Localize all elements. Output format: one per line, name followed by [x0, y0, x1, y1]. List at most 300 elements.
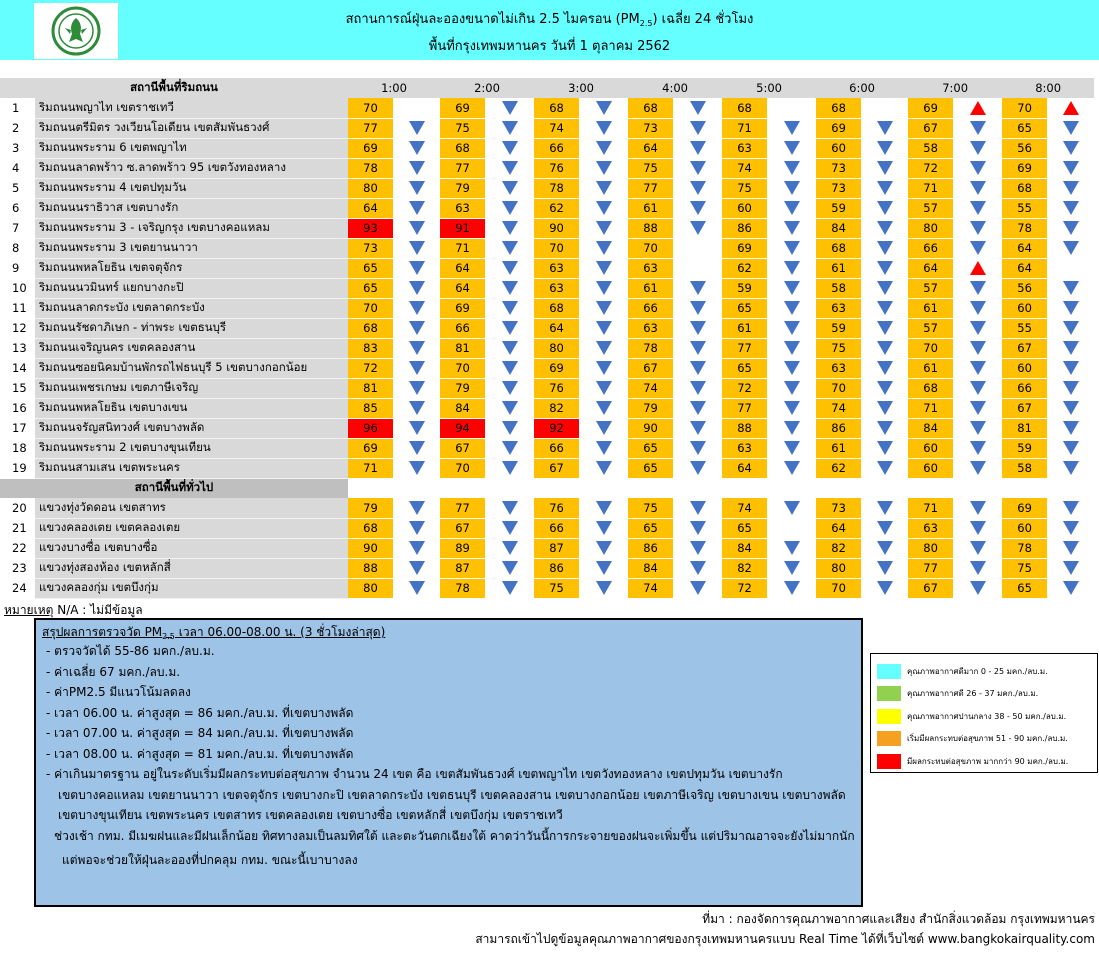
trend-cell	[861, 458, 908, 478]
trend-down-icon	[970, 361, 986, 375]
trend-down-icon	[784, 181, 800, 195]
trend-cell	[485, 418, 534, 438]
pm25-value: 75	[816, 338, 861, 358]
trend-down-icon	[502, 201, 518, 215]
trend-down-icon	[409, 541, 425, 555]
legend-swatch	[877, 664, 901, 679]
trend-down-icon	[409, 501, 425, 515]
trend-cell	[1047, 158, 1094, 178]
pm25-value: 87	[440, 558, 485, 578]
time-header: 8:00	[1002, 78, 1094, 98]
pm25-value: 79	[440, 378, 485, 398]
pm25-value: 61	[816, 438, 861, 458]
pm25-value: 90	[628, 418, 673, 438]
pm25-value: 76	[534, 378, 579, 398]
trend-down-icon	[690, 521, 706, 535]
trend-cell	[861, 118, 908, 138]
trend-cell	[579, 418, 628, 438]
trend-down-icon	[877, 281, 893, 295]
station-row	[0, 238, 1094, 258]
pm25-value: 81	[440, 338, 485, 358]
trend-cell	[953, 298, 1002, 318]
trend-down-icon	[596, 261, 612, 275]
trend-down-icon	[596, 341, 612, 355]
trend-down-icon	[596, 301, 612, 315]
pm25-value: 66	[628, 298, 673, 318]
trend-down-icon	[690, 361, 706, 375]
trend-cell	[861, 278, 908, 298]
station-name: ริมถนนรัชดาภิเษก - ท่าพระ เขตธนบุรี	[35, 318, 348, 338]
station-row	[0, 138, 1094, 158]
pm25-value: 70	[908, 338, 953, 358]
station-row	[0, 378, 1094, 398]
pm25-value: 57	[908, 318, 953, 338]
pm25-value: 78	[628, 338, 673, 358]
trend-down-icon	[970, 321, 986, 335]
station-row	[0, 178, 1094, 198]
trend-down-icon	[596, 101, 612, 115]
trend-cell	[673, 538, 722, 558]
trend-cell	[673, 458, 722, 478]
pm25-value: 67	[534, 458, 579, 478]
pm25-value: 84	[440, 398, 485, 418]
trend-cell	[1047, 558, 1094, 578]
trend-cell	[1047, 238, 1094, 258]
trend-down-icon	[784, 121, 800, 135]
section-header-row	[0, 478, 1094, 498]
pm25-value: 57	[908, 278, 953, 298]
trend-down-icon	[970, 241, 986, 255]
station-name: แขวงทุ่งสองห้อง เขตหลักสี่	[35, 558, 348, 578]
pm25-value: 64	[440, 278, 485, 298]
pm25-value: 69	[348, 138, 393, 158]
pm25-value: 69	[908, 98, 953, 118]
color-legend	[870, 653, 1098, 773]
trend-cell	[767, 458, 816, 478]
trend-cell	[1047, 358, 1094, 378]
station-number: 15	[12, 381, 27, 395]
legend-label: เริ่มมีผลกระทบต่อสุขภาพ 51 - 90 มคก./ลบ.ม.	[907, 734, 1068, 744]
station-number: 22	[12, 541, 27, 555]
report-header	[0, 0, 1099, 60]
trend-cell	[673, 178, 722, 198]
trend-cell	[579, 218, 628, 238]
trend-cell	[1047, 538, 1094, 558]
trend-cell	[861, 358, 908, 378]
pm25-value: 64	[722, 458, 767, 478]
station-name: ริมถนนเพชรเกษม เขตภาษีเจริญ	[35, 378, 348, 398]
pm25-value: 73	[816, 178, 861, 198]
pm25-value: 65	[722, 518, 767, 538]
trend-cell	[861, 158, 908, 178]
trend-down-icon	[970, 141, 986, 155]
trend-cell	[673, 338, 722, 358]
trend-down-icon	[784, 201, 800, 215]
trend-cell	[579, 578, 628, 598]
legend-label: คุณภาพอากาศดีมาก 0 - 25 มคก./ลบ.ม.	[907, 666, 1048, 676]
trend-down-icon	[502, 381, 518, 395]
pm25-value: 84	[816, 218, 861, 238]
trend-cell	[579, 458, 628, 478]
summary-line: - ค่าเกินมาตรฐาน อยู่ในระดับเริ่มมีผลกระทบต่อสุขภาพ จำนวน 24 เขต คือ เขตสัมพันธวงศ์ เขตพญาไท เขตวังทองหลาง เขตปทุมวัน เขตบางรัก	[46, 767, 783, 781]
pm25-value: 94	[440, 418, 485, 438]
trend-cell	[393, 298, 440, 318]
trend-cell	[767, 138, 816, 158]
trend-cell	[953, 518, 1002, 538]
trend-cell	[861, 338, 908, 358]
trend-cell	[393, 398, 440, 418]
trend-down-icon	[1063, 161, 1079, 175]
trend-down-icon	[409, 281, 425, 295]
trend-cell	[861, 178, 908, 198]
trend-down-icon	[1063, 421, 1079, 435]
trend-cell	[393, 138, 440, 158]
pm25-value: 77	[628, 178, 673, 198]
trend-cell	[767, 518, 816, 538]
pm25-value: 65	[628, 458, 673, 478]
trend-up-icon	[970, 261, 986, 275]
pm25-value: 86	[534, 558, 579, 578]
station-name: แขวงคลองกุ่ม เขตบึงกุ่ม	[35, 578, 348, 598]
pm25-value: 65	[628, 518, 673, 538]
trend-cell	[485, 338, 534, 358]
pm25-value: 61	[722, 318, 767, 338]
trend-down-icon	[502, 301, 518, 315]
pm25-value: 76	[534, 158, 579, 178]
trend-down-icon	[502, 341, 518, 355]
trend-down-icon	[970, 341, 986, 355]
trend-cell	[485, 298, 534, 318]
trend-down-icon	[596, 401, 612, 415]
trend-down-icon	[877, 201, 893, 215]
pm25-value: 70	[348, 298, 393, 318]
trend-cell	[767, 298, 816, 318]
pm25-value: 64	[628, 138, 673, 158]
trend-cell	[673, 98, 722, 118]
trend-cell	[673, 378, 722, 398]
station-row	[0, 278, 1094, 298]
trend-cell	[1047, 198, 1094, 218]
pm25-value: 84	[628, 558, 673, 578]
time-header: 3:00	[534, 78, 628, 98]
trend-down-icon	[502, 561, 518, 575]
trend-cell	[485, 578, 534, 598]
pm25-value: 64	[534, 318, 579, 338]
trend-down-icon	[409, 221, 425, 235]
pm25-value: 73	[816, 158, 861, 178]
pm25-value: 84	[722, 538, 767, 558]
trend-cell	[673, 158, 722, 178]
trend-cell	[673, 238, 722, 258]
trend-down-icon	[784, 241, 800, 255]
station-number: 5	[12, 181, 20, 195]
trend-cell	[673, 398, 722, 418]
trend-down-icon	[596, 461, 612, 475]
trend-down-icon	[690, 461, 706, 475]
pm25-value: 55	[1002, 318, 1047, 338]
pm25-value: 69	[816, 118, 861, 138]
trend-down-icon	[784, 301, 800, 315]
trend-cell	[393, 98, 440, 118]
pm25-value: 74	[816, 398, 861, 418]
trend-down-icon	[1063, 281, 1079, 295]
trend-down-icon	[409, 381, 425, 395]
trend-cell	[1047, 518, 1094, 538]
station-row	[0, 338, 1094, 358]
trend-cell	[485, 238, 534, 258]
trend-down-icon	[502, 501, 518, 515]
station-number: 7	[12, 221, 20, 235]
trend-cell	[767, 398, 816, 418]
pm25-value: 60	[1002, 358, 1047, 378]
legend-swatch	[877, 709, 901, 724]
trend-cell	[953, 458, 1002, 478]
trend-cell	[485, 358, 534, 378]
pm25-value: 74	[722, 498, 767, 518]
pm25-value: 75	[1002, 558, 1047, 578]
station-number: 19	[12, 461, 27, 475]
station-row	[0, 158, 1094, 178]
pm25-value: 70	[440, 458, 485, 478]
trend-cell	[485, 98, 534, 118]
pm25-value: 61	[628, 198, 673, 218]
pm25-value: 71	[440, 238, 485, 258]
legend-label: คุณภาพอากาศดี 26 - 37 มคก./ลบ.ม.	[907, 689, 1039, 699]
trend-down-icon	[784, 261, 800, 275]
pm25-value: 63	[628, 318, 673, 338]
pm25-value: 67	[1002, 398, 1047, 418]
trend-down-icon	[690, 561, 706, 575]
trend-cell	[953, 378, 1002, 398]
station-row	[0, 118, 1094, 138]
trend-down-icon	[877, 461, 893, 475]
trend-down-icon	[596, 361, 612, 375]
pm25-value: 78	[348, 158, 393, 178]
pm25-value: 67	[908, 118, 953, 138]
pm25-value: 64	[1002, 258, 1047, 278]
pm25-value: 64	[816, 518, 861, 538]
trend-cell	[953, 118, 1002, 138]
legend-swatch	[877, 731, 901, 746]
trend-cell	[393, 158, 440, 178]
station-name: ริมถนนพระราม 4 เขตปทุมวัน	[35, 178, 348, 198]
section-label: สถานีพื้นที่ทั่วไป	[0, 478, 348, 498]
trend-down-icon	[409, 261, 425, 275]
station-number: 12	[12, 321, 27, 335]
trend-cell	[767, 538, 816, 558]
trend-cell	[953, 178, 1002, 198]
trend-cell	[485, 398, 534, 418]
trend-down-icon	[502, 261, 518, 275]
trend-down-icon	[409, 161, 425, 175]
trend-down-icon	[596, 201, 612, 215]
pm25-value: 96	[348, 418, 393, 438]
trend-cell	[393, 318, 440, 338]
trend-down-icon	[970, 161, 986, 175]
trend-down-icon	[596, 441, 612, 455]
trend-down-icon	[970, 281, 986, 295]
station-row	[0, 98, 1094, 118]
trend-down-icon	[409, 341, 425, 355]
station-name: แขวงคลองเตย เขตคลองเตย	[35, 518, 348, 538]
trend-down-icon	[877, 221, 893, 235]
trend-down-icon	[877, 541, 893, 555]
trend-cell	[861, 238, 908, 258]
pm25-value: 69	[1002, 158, 1047, 178]
trend-cell	[767, 338, 816, 358]
pm25-value: 56	[1002, 138, 1047, 158]
note-text: N/A : ไม่มีข้อมูล	[57, 603, 143, 617]
pm25-value: 64	[348, 198, 393, 218]
trend-down-icon	[877, 521, 893, 535]
trend-down-icon	[784, 461, 800, 475]
trend-down-icon	[409, 581, 425, 595]
trend-down-icon	[409, 441, 425, 455]
trend-down-icon	[690, 381, 706, 395]
pm25-value: 59	[1002, 438, 1047, 458]
station-name: ริมถนนลาดพร้าว ซ.ลาดพร้าว 95 เขตวังทองหลาง	[35, 158, 348, 178]
trend-cell	[1047, 438, 1094, 458]
trend-down-icon	[502, 141, 518, 155]
trend-down-icon	[596, 321, 612, 335]
trend-cell	[767, 358, 816, 378]
pm25-value: 77	[908, 558, 953, 578]
trend-cell	[1047, 418, 1094, 438]
pm25-value: 76	[534, 498, 579, 518]
pm25-value: 70	[816, 578, 861, 598]
pm25-value: 58	[816, 278, 861, 298]
station-number: 11	[12, 301, 27, 315]
trend-cell	[485, 438, 534, 458]
summary-line: - เวลา 07.00 น. ค่าสูงสุด = 84 มคก./ลบ.ม. ที่เขตบางพลัด	[46, 726, 354, 740]
station-number: 20	[12, 501, 27, 515]
pm25-value: 77	[440, 498, 485, 518]
station-row	[0, 558, 1094, 578]
pm25-value: 68	[534, 98, 579, 118]
trend-cell	[861, 398, 908, 418]
trend-down-icon	[690, 101, 706, 115]
trend-down-icon	[877, 421, 893, 435]
trend-cell	[767, 178, 816, 198]
trend-cell	[393, 238, 440, 258]
trend-down-icon	[970, 521, 986, 535]
trend-cell	[579, 398, 628, 418]
trend-down-icon	[877, 261, 893, 275]
trend-cell	[953, 418, 1002, 438]
summary-line: แต่พอจะช่วยให้ฝุ่นละอองที่ปกคลุม กทม. ขณะนี้เบาบางลง	[62, 853, 358, 867]
station-row	[0, 298, 1094, 318]
station-number: 2	[12, 121, 20, 135]
pm25-value: 87	[534, 538, 579, 558]
trend-cell	[953, 358, 1002, 378]
pm25-value: 63	[908, 518, 953, 538]
station-number: 23	[12, 561, 27, 575]
pm25-value: 78	[440, 578, 485, 598]
trend-cell	[953, 198, 1002, 218]
station-row	[0, 498, 1094, 518]
pm25-value: 66	[1002, 378, 1047, 398]
trend-cell	[579, 358, 628, 378]
pm25-value: 60	[908, 438, 953, 458]
time-header: 1:00	[348, 78, 440, 98]
trend-down-icon	[502, 101, 518, 115]
trend-down-icon	[970, 461, 986, 475]
trend-down-icon	[502, 541, 518, 555]
time-header: 7:00	[908, 78, 1002, 98]
trend-down-icon	[1063, 321, 1079, 335]
trend-cell	[767, 498, 816, 518]
trend-down-icon	[596, 241, 612, 255]
summary-line: เขตบางขุนเทียน เขตพระนคร เขตสาทร เขตคลองเตย เขตบางซื่อ เขตหลักสี่ เขตบึงกุ่ม เขตราชเทวี	[58, 808, 563, 822]
pm25-value: 74	[628, 378, 673, 398]
station-row	[0, 518, 1094, 538]
trend-cell	[953, 558, 1002, 578]
trend-up-icon	[970, 101, 986, 115]
trend-down-icon	[409, 361, 425, 375]
pm25-value: 75	[628, 498, 673, 518]
station-number: 4	[12, 161, 20, 175]
pm25-value: 71	[348, 458, 393, 478]
trend-down-icon	[409, 121, 425, 135]
pm25-value: 66	[534, 438, 579, 458]
pm25-value: 68	[816, 238, 861, 258]
trend-down-icon	[596, 561, 612, 575]
pm25-value: 88	[628, 218, 673, 238]
pm25-value: 69	[534, 358, 579, 378]
trend-cell	[767, 438, 816, 458]
trend-cell	[579, 198, 628, 218]
pm25-value: 66	[908, 238, 953, 258]
trend-cell	[861, 298, 908, 318]
trend-down-icon	[596, 541, 612, 555]
pm25-value: 90	[348, 538, 393, 558]
pm25-value: 81	[348, 378, 393, 398]
trend-cell	[861, 318, 908, 338]
pm25-value: 68	[816, 98, 861, 118]
trend-cell	[767, 278, 816, 298]
pm25-value: 66	[534, 138, 579, 158]
trend-down-icon	[784, 421, 800, 435]
trend-cell	[579, 258, 628, 278]
pm25-value: 68	[722, 98, 767, 118]
legend-item	[877, 750, 1097, 773]
legend-item	[877, 728, 1097, 751]
trend-down-icon	[970, 421, 986, 435]
trend-cell	[579, 278, 628, 298]
trend-cell	[1047, 498, 1094, 518]
pm25-value: 55	[1002, 198, 1047, 218]
trend-cell	[485, 138, 534, 158]
pm25-value: 71	[908, 498, 953, 518]
trend-cell	[1047, 98, 1094, 118]
pm25-value: 67	[1002, 338, 1047, 358]
trend-down-icon	[970, 201, 986, 215]
trend-cell	[953, 278, 1002, 298]
pm25-value: 63	[722, 438, 767, 458]
trend-down-icon	[690, 141, 706, 155]
summary-line: ช่วงเช้า กทม. มีเมฆฝนและมีฝนเล็กน้อย ทิศทางลมเป็นลมทิศใต้ และตะวันตกเฉียงใต้ คาดว่าวันนี้การกระจายของฝนจะเพิ่มขึ้น แต่ปริมาณอาจจะยังไม่มากนัก	[54, 828, 855, 843]
pm25-value: 65	[722, 298, 767, 318]
trend-cell	[861, 538, 908, 558]
trend-cell	[1047, 458, 1094, 478]
trend-cell	[1047, 338, 1094, 358]
pm25-value: 63	[440, 198, 485, 218]
trend-cell	[579, 498, 628, 518]
trend-down-icon	[784, 561, 800, 575]
trend-cell	[767, 198, 816, 218]
trend-cell	[861, 378, 908, 398]
trend-down-icon	[409, 461, 425, 475]
